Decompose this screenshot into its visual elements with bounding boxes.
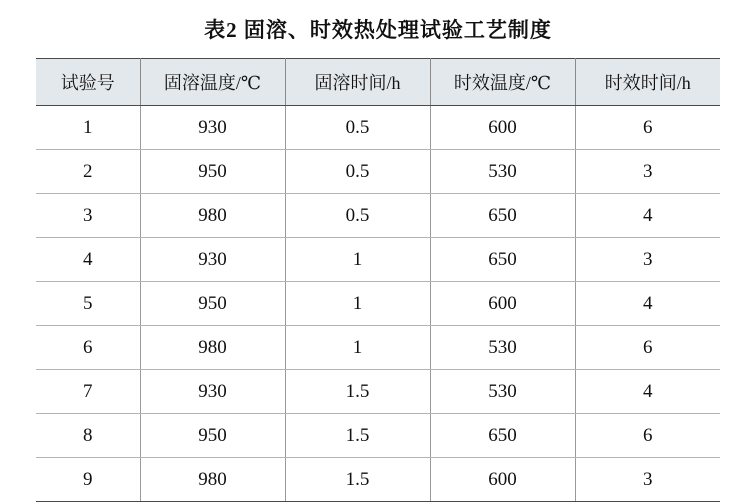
cell-test-number: 9 [36,458,140,502]
table-body [36,106,720,502]
cell-aging-temperature: 530 [430,370,575,414]
cell-solution-temperature: 980 [140,326,285,370]
cell-solution-time: 1 [285,326,430,370]
cell-solution-time: 0.5 [285,106,430,150]
cell-aging-time: 3 [575,458,720,502]
cell-solution-time: 1.5 [285,414,430,458]
table-header [36,59,720,106]
cell-test-number: 1 [36,106,140,150]
cell-aging-time: 3 [575,238,720,282]
column-header-solution-time: 固溶时间/h [285,59,430,106]
cell-solution-time: 1.5 [285,458,430,502]
column-header-solution-temperature: 固溶温度/℃ [140,59,285,106]
cell-solution-temperature: 980 [140,194,285,238]
heat-treatment-process-table [36,58,720,502]
cell-aging-temperature: 650 [430,194,575,238]
cell-aging-temperature: 530 [430,150,575,194]
column-header-test-number: 试验号 [36,59,140,106]
cell-aging-temperature: 600 [430,282,575,326]
table-row [36,370,720,414]
cell-aging-temperature: 650 [430,414,575,458]
table-row [36,326,720,370]
cell-test-number: 6 [36,326,140,370]
cell-test-number: 4 [36,238,140,282]
cell-aging-time: 6 [575,326,720,370]
table-header-row [36,59,720,106]
table-row [36,106,720,150]
cell-aging-time: 6 [575,414,720,458]
cell-solution-temperature: 950 [140,414,285,458]
cell-aging-time: 4 [575,194,720,238]
table-caption: 表2 固溶、时效热处理试验工艺制度 [204,18,552,42]
cell-solution-temperature: 930 [140,370,285,414]
cell-aging-temperature: 600 [430,458,575,502]
cell-aging-temperature: 530 [430,326,575,370]
cell-solution-time: 1 [285,282,430,326]
table-row [36,238,720,282]
cell-solution-temperature: 980 [140,458,285,502]
cell-solution-time: 1.5 [285,370,430,414]
table-container [0,58,756,502]
cell-solution-time: 0.5 [285,194,430,238]
cell-solution-temperature: 950 [140,282,285,326]
cell-test-number: 2 [36,150,140,194]
cell-solution-time: 1 [285,238,430,282]
column-header-aging-time: 时效时间/h [575,59,720,106]
cell-test-number: 5 [36,282,140,326]
cell-aging-temperature: 600 [430,106,575,150]
cell-aging-time: 4 [575,282,720,326]
table-row [36,194,720,238]
cell-solution-temperature: 930 [140,238,285,282]
cell-test-number: 8 [36,414,140,458]
cell-solution-time: 0.5 [285,150,430,194]
cell-aging-time: 6 [575,106,720,150]
cell-solution-temperature: 930 [140,106,285,150]
cell-solution-temperature: 950 [140,150,285,194]
cell-test-number: 3 [36,194,140,238]
table-row [36,414,720,458]
table-row [36,282,720,326]
cell-aging-time: 4 [575,370,720,414]
table-row [36,150,720,194]
column-header-aging-temperature: 时效温度/℃ [430,59,575,106]
cell-test-number: 7 [36,370,140,414]
cell-aging-temperature: 650 [430,238,575,282]
table-row [36,458,720,502]
cell-aging-time: 3 [575,150,720,194]
